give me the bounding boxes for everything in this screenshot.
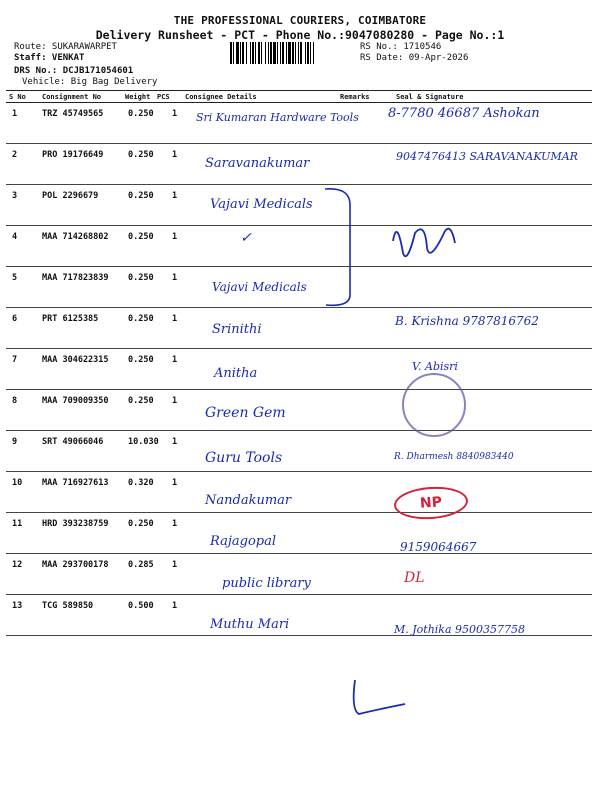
row-consignment: HRD 393238759 bbox=[42, 519, 109, 529]
row-weight: 0.250 bbox=[128, 150, 154, 160]
col-header-consignee: Consignee Details bbox=[185, 93, 257, 101]
signature-1: 8-7780 46687 Ashokan bbox=[388, 106, 540, 121]
signature-6: B. Krishna 9787816762 bbox=[395, 314, 539, 328]
consignee-hand-9: Guru Tools bbox=[205, 450, 283, 466]
row-consignment: POL 2296679 bbox=[42, 191, 99, 201]
row-divider bbox=[6, 471, 592, 472]
row-consignment: MAA 716927613 bbox=[42, 478, 109, 488]
signature-2: 9047476413 SARAVANAKUMAR bbox=[396, 150, 578, 163]
row-divider bbox=[6, 512, 592, 513]
barcode-bar bbox=[233, 42, 234, 64]
barcode-bar bbox=[313, 42, 314, 64]
row-weight: 10.030 bbox=[128, 437, 159, 447]
row-pcs: 1 bbox=[172, 437, 178, 447]
closing-stroke bbox=[345, 670, 415, 720]
barcode-bar bbox=[280, 42, 281, 64]
row-consignment: PRO 19176649 bbox=[42, 150, 104, 160]
row-sno: 4 bbox=[12, 232, 18, 242]
vehicle-label: Vehicle: Big Bag Delivery bbox=[22, 77, 158, 87]
row-divider bbox=[6, 184, 592, 185]
row-consignment: MAA 717823839 bbox=[42, 273, 109, 283]
barcode-bar bbox=[288, 42, 291, 64]
consignee-hand-1: Sri Kumaran Hardware Tools bbox=[196, 111, 359, 124]
table-top-rule bbox=[6, 90, 592, 91]
row-divider bbox=[6, 307, 592, 308]
signature-7: V. Abisri bbox=[412, 360, 458, 373]
barcode-bar bbox=[305, 42, 306, 64]
row-consignment: MAA 714268802 bbox=[42, 232, 109, 242]
barcode-bar bbox=[277, 42, 278, 64]
barcode-bar bbox=[258, 42, 260, 64]
barcode-bar bbox=[255, 42, 256, 64]
row-sno: 13 bbox=[12, 601, 23, 611]
row-pcs: 1 bbox=[172, 355, 178, 365]
barcode-bar bbox=[236, 42, 239, 64]
row-weight: 0.250 bbox=[128, 109, 154, 119]
row-sno: 6 bbox=[12, 314, 18, 324]
row-pcs: 1 bbox=[172, 519, 178, 529]
consignee-hand-2: Saravanakumar bbox=[205, 156, 310, 171]
row-divider bbox=[6, 225, 592, 226]
row-consignment: TRZ 45749565 bbox=[42, 109, 104, 119]
col-header-pcs: PCS bbox=[157, 93, 170, 101]
runsheet-subtitle: Delivery Runsheet - PCT - Phone No.:9047080280 - Page No.:1 bbox=[95, 28, 505, 42]
row-weight: 0.250 bbox=[128, 396, 154, 406]
row-sno: 11 bbox=[12, 519, 23, 529]
row-pcs: 1 bbox=[172, 232, 178, 242]
table-header-rule bbox=[6, 102, 592, 103]
barcode-bar bbox=[270, 42, 272, 64]
col-header-remarks: Remarks bbox=[340, 93, 370, 101]
consignee-hand-6: Srinithi bbox=[212, 322, 262, 337]
consignee-hand-10: Nandakumar bbox=[205, 493, 292, 508]
row-sno: 7 bbox=[12, 355, 18, 365]
consignee-hand-7: Anitha bbox=[214, 366, 258, 381]
row-consignment: SRT 49066046 bbox=[42, 437, 104, 447]
consignee-hand-5: Vajavi Medicals bbox=[212, 280, 307, 294]
barcode-bar bbox=[250, 42, 251, 64]
barcode-bar bbox=[292, 42, 294, 64]
barcode-bar bbox=[273, 42, 276, 64]
row-divider bbox=[6, 143, 592, 144]
row-weight: 0.250 bbox=[128, 191, 154, 201]
consignee-hand-13: Muthu Mari bbox=[210, 617, 290, 632]
row-weight: 0.250 bbox=[128, 355, 154, 365]
consignee-hand-4: ✓ bbox=[240, 230, 252, 246]
row-consignment: PRT 6125385 bbox=[42, 314, 99, 324]
row-weight: 0.250 bbox=[128, 273, 154, 283]
row-pcs: 1 bbox=[172, 396, 178, 406]
route-label: Route: SUKARAWARPET bbox=[14, 42, 117, 52]
col-header-weight: Weight bbox=[125, 93, 151, 101]
company-title: THE PROFESSIONAL COURIERS, COIMBATORE bbox=[173, 14, 427, 27]
row-weight: 0.250 bbox=[128, 519, 154, 529]
barcode-bar bbox=[307, 42, 309, 64]
row-consignment: MAA 304622315 bbox=[42, 355, 109, 365]
consignee-hand-11: Rajagopal bbox=[210, 534, 276, 549]
row-sno: 5 bbox=[12, 273, 18, 283]
row-divider bbox=[6, 553, 592, 554]
office-seal-stamp bbox=[402, 373, 466, 437]
signature-9: R. Dharmesh 8840983440 bbox=[394, 452, 514, 462]
row-weight: 0.500 bbox=[128, 601, 154, 611]
barcode-bar bbox=[240, 42, 241, 64]
row-divider bbox=[6, 594, 592, 595]
row-pcs: 1 bbox=[172, 478, 178, 488]
signature-11: 9159064667 bbox=[400, 540, 477, 554]
row-pcs: 1 bbox=[172, 560, 178, 570]
row-divider bbox=[6, 430, 592, 431]
barcode-bar bbox=[261, 42, 262, 64]
signature-13: M. Jothika 9500357758 bbox=[394, 623, 526, 636]
consignee-hand-8: Green Gem bbox=[205, 405, 286, 421]
barcode-bar bbox=[298, 42, 299, 64]
row-pcs: 1 bbox=[172, 109, 178, 119]
col-header-consignment: Consignment No bbox=[42, 93, 102, 101]
barcode-bar bbox=[265, 42, 266, 64]
row-sno: 8 bbox=[12, 396, 18, 406]
row-divider bbox=[6, 266, 592, 267]
row-pcs: 1 bbox=[172, 150, 178, 160]
rs-number: RS No.: 1710546 bbox=[360, 42, 442, 52]
consignee-hand-3: Vajavi Medicals bbox=[210, 197, 313, 212]
col-header-signature: Seal & Signature bbox=[396, 93, 464, 101]
row-pcs: 1 bbox=[172, 191, 178, 201]
barcode-image bbox=[230, 42, 355, 64]
barcode-bar bbox=[300, 42, 302, 64]
row-weight: 0.250 bbox=[128, 314, 154, 324]
barcode-bar bbox=[310, 42, 311, 64]
not-present-mark: NP bbox=[393, 484, 469, 521]
barcode-bar bbox=[252, 42, 254, 64]
row-sno: 3 bbox=[12, 191, 18, 201]
row-consignment: MAA 293700178 bbox=[42, 560, 109, 570]
staff-label: Staff: VENKAT bbox=[14, 53, 85, 63]
row-pcs: 1 bbox=[172, 273, 178, 283]
barcode-bar bbox=[282, 42, 284, 64]
row-sno: 12 bbox=[12, 560, 23, 570]
row-pcs: 1 bbox=[172, 314, 178, 324]
row-sno: 9 bbox=[12, 437, 18, 447]
bracket-mark bbox=[320, 185, 360, 310]
barcode-bar bbox=[246, 42, 247, 64]
rs-date: RS Date: 09-Apr-2026 bbox=[360, 53, 469, 63]
col-header-sno: S No bbox=[9, 93, 26, 101]
drs-label: DRS No.: DCJB171054601 bbox=[14, 66, 134, 76]
signature-4 bbox=[385, 213, 465, 268]
row-weight: 0.250 bbox=[128, 232, 154, 242]
barcode-bar bbox=[295, 42, 296, 64]
barcode-bar bbox=[286, 42, 287, 64]
barcode-bar bbox=[268, 42, 269, 64]
row-sno: 10 bbox=[12, 478, 23, 488]
row-divider bbox=[6, 389, 592, 390]
row-consignment: TCG 589850 bbox=[42, 601, 94, 611]
row-sno: 1 bbox=[12, 109, 18, 119]
barcode-bar bbox=[230, 42, 232, 64]
barcode-bar bbox=[242, 42, 244, 64]
row-weight: 0.320 bbox=[128, 478, 154, 488]
row-sno: 2 bbox=[12, 150, 18, 160]
consignee-hand-12: public library bbox=[222, 576, 311, 591]
row-consignment: MAA 709009350 bbox=[42, 396, 109, 406]
row-weight: 0.285 bbox=[128, 560, 154, 570]
row-pcs: 1 bbox=[172, 601, 178, 611]
dl-mark: DL bbox=[404, 570, 425, 586]
row-divider bbox=[6, 348, 592, 349]
